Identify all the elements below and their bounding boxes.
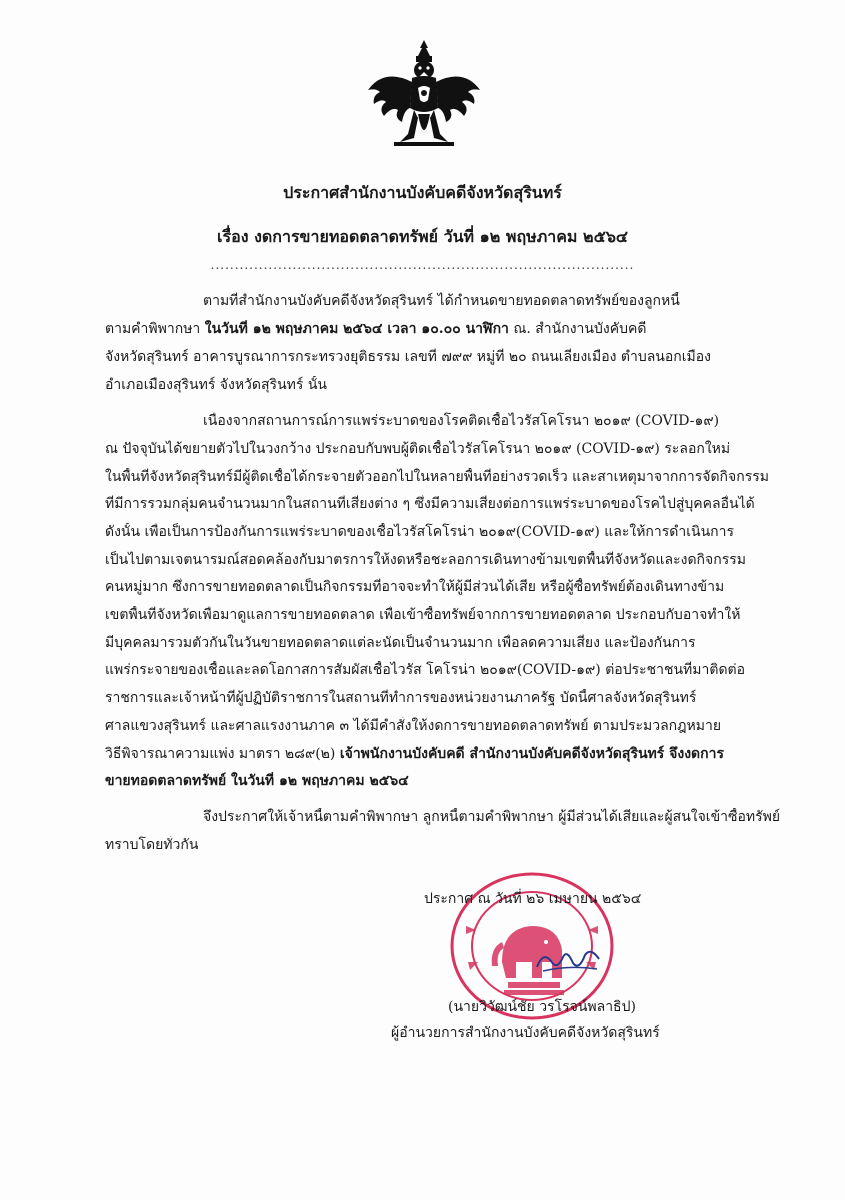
- para2-line-14: ขายทอดตลาดทรัพย์ ในวันที่ ๑๒ พฤษภาคม ๒๕๖๔: [105, 773, 409, 789]
- para2-line-1: เนื่องจากสถานการณ์การแพร่ระบาดของโรคติดเชื้อไวรัสโคโรนา ๒๐๑๙ (COVID-๑๙): [203, 413, 720, 429]
- announcement-subject: เรื่อง งดการขายทอดตลาดทรัพย์ วันที่ ๑๒ พฤษภาคม ๒๕๖๔: [217, 227, 628, 246]
- divider-rule: ........................................................................................: [210, 258, 635, 272]
- para2-line-8: เขตพื้นที่จังหวัดเพื่อมาดูแลการขายทอดตลาด เพื่อเข้าซื้อทรัพย์จากการขายทอดตลาด ประกอบกับอาจทำให้: [105, 607, 741, 623]
- para2-line-4: ที่มีการรวมกลุ่มคนจำนวนมากในสถานที่เสี่ยงต่าง ๆ ซึ่งมีความเสี่ยงต่อการแพร่ระบาดของโรคไปสู่บุคคลอื่นได้: [105, 496, 755, 512]
- handwritten-signature-icon: [533, 945, 603, 975]
- para3-line-1: จึงประกาศให้เจ้าหนี้ตามคำพิพากษา ลูกหนี้ตามคำพิพากษา ผู้มีส่วนได้เสียและผู้สนใจเข้าซื้อทรัพย์: [203, 809, 781, 825]
- para2-line-13: วิธีพิจารณาความแพ่ง มาตรา ๒๘๙(๒) เจ้าพนักงานบังคับคดี สำนักงานบังคับคดีจังหวัดสุรินทร์ จึงงดการ: [105, 746, 724, 762]
- signatory-name: (นายวิวัฒน์ชัย วรโรจน์พลาธิป): [448, 999, 636, 1015]
- para2-line-6: เป็นไปตามเจตนารมณ์สอดคล้องกับมาตรการให้งดหรือชะลอการเดินทางข้ามเขตพื้นที่จังหวัดและงดกิจกรรม: [105, 552, 746, 568]
- garuda-emblem-icon: [364, 38, 484, 150]
- para2-line-7: คนหมู่มาก ซึ่งการขายทอดตลาดเป็นกิจกรรมที่อาจจะทำให้ผู้มีส่วนได้เสีย หรือผู้ซื้อทรัพย์ต้องเดินทางข้าม: [105, 579, 725, 595]
- para2-line-11: ราชการและเจ้าหน้าที่ผู้ปฏิบัติราชการในสถานที่ทำการของหน่วยงานภาครัฐ บัดนี้ศาลจังหวัดสุรินทร์: [105, 690, 697, 706]
- announcement-title: ประกาศสำนักงานบังคับคดีจังหวัดสุรินทร์: [283, 183, 562, 202]
- para2-line-10: แพร่กระจายของเชื้อและลดโอกาสการสัมผัสเชื้อไวรัส โคโรน่า ๒๐๑๙(COVID-๑๙) ต่อประชาชนที่มาติดต่อ: [105, 662, 746, 678]
- announcement-date: ประกาศ ณ วันที่ ๒๖ เมษายน ๒๕๖๔: [424, 891, 642, 907]
- para3-line-2: ทราบโดยทั่วกัน: [105, 837, 199, 853]
- para2-line-12: ศาลแขวงสุรินทร์ และศาลแรงงานภาค ๓ ได้มีคำสั่งให้งดการขายทอดตลาดทรัพย์ ตามประมวลกฎหมาย: [105, 718, 722, 734]
- para2-line-3: ในพื้นที่จังหวัดสุรินทร์มีผู้ติดเชื้อได้กระจายตัวออกไปในหลายพื้นที่อย่างรวดเร็ว และสาเหตุมาจากการจัดกิจกรรม: [105, 469, 769, 485]
- para1-line-1: ตามที่สำนักงานบังคับคดีจังหวัดสุรินทร์ ได้กำหนดขายทอดตลาดทรัพย์ของลูกหนี้: [203, 293, 680, 309]
- para2-line-2: ณ ปัจจุบันได้ขยายตัวไปในวงกว้าง ประกอบกับพบผู้ติดเชื้อไวรัสโคโรนา ๒๐๑๙ (COVID-๑๙) ระลอกใหม่: [105, 441, 731, 457]
- para2-line-9: มีบุคคลมารวมตัวกันในวันขายทอดตลาดแต่ละนัดเป็นจำนวนมาก เพื่อลดความเสี่ยง และป้องกันการ: [105, 635, 696, 651]
- para2-line-5: ดังนั้น เพื่อเป็นการป้องกันการแพร่ระบาดของเชื้อไวรัสโคโรน่า ๒๐๑๙(COVID-๑๙) และให้การดำเนินการ: [105, 524, 735, 540]
- para1-line-3: จังหวัดสุรินทร์ อาคารบูรณาการกระทรวงยุติธรรม เลขที่ ๗๙๙ หมู่ที่ ๒๐ ถนนเลี่ยงเมือง ตำบลนอกเมือง: [105, 349, 712, 365]
- signatory-position: ผู้อำนวยการสำนักงานบังคับคดีจังหวัดสุรินทร์: [391, 1025, 660, 1041]
- para1-line-4: อำเภอเมืองสุรินทร์ จังหวัดสุรินทร์ นั้น: [105, 377, 327, 393]
- para1-line-2: ตามคำพิพากษา ในวันที่ ๑๒ พฤษภาคม ๒๕๖๔ เวลา ๑๐.๐๐ นาฬิกา ณ. สำนักงานบังคับคดี: [105, 321, 647, 337]
